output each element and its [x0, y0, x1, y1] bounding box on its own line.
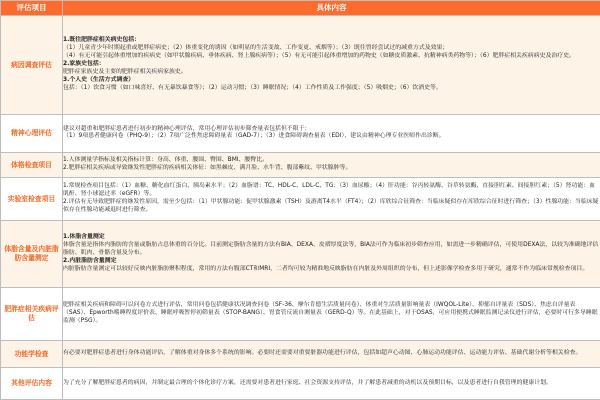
row-content: [63, 178, 600, 220]
row-content: [63, 220, 600, 288]
content-line: 1.人体测量学指标及相关指标计算：身高、体重、腰围、臀围、BMI、腰臀比。: [63, 157, 268, 164]
content-line: 体脂含量是指体内脂肪的含量或脂肪占总体重的百分比。目前测定脂肪含量的方法有BIA、DEXA、皮褶厚度法等，BIA法可作为临床初步筛查应用，如需进一步精确评估，可使用DEXA法，以较为准确地评估脂肪、肌肉、骨骼含量及分布。: [63, 241, 599, 256]
row-content: [63, 288, 600, 341]
content-subheading: 2.内脏脂肪含量测定: [63, 257, 117, 264]
content-line: 有必要对肥胖症患者进行身体功能评估，了解体重对身体多个系统的影响。必要时还需要对重要脏器功能进行评估，包括如超声心动图、心肺运动功能评估、运动能力评估、基础代谢分析等相关检查。: [63, 350, 582, 357]
row-category: 肥胖症相关疾病评估: [1, 288, 63, 341]
content-line: 包括：（1）饮食习惯（如口味喜好、有无暴饮暴食等）；（2）运动习惯；（3）睡眠情况；（4）工作性质及工作强度；（5）吸烟史；（6）饮酒史等。: [63, 84, 442, 91]
content-line: 建议对超重和肥胖症患者进行初步的精神心理评估，常用心理评估初步筛查量表包括但不限于：: [63, 125, 311, 132]
content-line: 2.肥胖症相关疾病或导致继发性肥胖症的疾病相关体征：如黑棘皮、满月脸、水牛背、腹部紫纹、甲状腺肿等。: [63, 165, 352, 172]
content-subheading: 2.家族史包括：: [63, 60, 105, 67]
table-row: [1, 114, 600, 152]
content-subheading: 1.体脂含量测定: [63, 234, 105, 241]
table-row: [1, 178, 600, 220]
content-line: 肥胖症家族史及主要的肥胖症相关疾病家族史。: [63, 68, 187, 75]
content-line: 1.常规检查项目包括：（1）血糖、糖化血红蛋白、胰岛素水平；（2）血脂谱：TC、HDL-C、LDL-C、TG；（3）血尿酸；（4）肝功能：谷丙转氨酶、谷草转氨酶、直接胆红素、间接胆红素；（5）肾功能：血肌酐、肾小球滤过率（eGFR）等。: [63, 183, 596, 198]
header-col-item: 评估项目: [1, 1, 63, 16]
table-row: [1, 288, 600, 341]
table-row: [1, 368, 600, 400]
content-line: 肥胖症相关疾病和障碍可以问卷方式进行评估，常用问卷包括健康状况调查问卷（SF-36、摩尔肯德生活质量问卷）、体重对生活质量影响量表（IWQOL-Lite）、抑郁自评量表（SDS）、焦虑自评量表（SAS）、Epworth嗜睡程度评价表、睡眠呼吸暂停初筛量表（STOP-BANG）、胃食管反流自测量表（GERD-Q）等。在此基础上，对于OSAS，可应用便携式睡眠监测记录仪进行评估，必要时可行多导睡眠监测（PSG）。: [63, 302, 598, 324]
content-line: （1）儿童青少年时期起重或肥胖症病史；（2）体重变化的诱因（如明显的生活变故、工作变更、戒烟等）；（3）既往曾经尝试过的减重方式及效果；: [63, 45, 449, 52]
row-category: 体格检查项目: [1, 152, 63, 177]
row-category: 功能学检查: [1, 340, 63, 367]
content-line: （1）9项患者健康问卷（PHQ-9）；（2）7项广泛性焦虑障碍量表（GAD-7）；（3）进食障碍调查量表（EDI），建议由精神心理专业医师作出诊断。: [63, 133, 445, 140]
row-category: 体脂含量及内脏脂肪含量测定: [1, 220, 63, 288]
row-category: 精神心理评估: [1, 114, 63, 152]
row-category: 病因调查评估: [1, 15, 63, 114]
table-row: [1, 15, 600, 114]
row-content: [63, 15, 600, 114]
content-subheading: 1.既往肥胖症相关病史包括：: [63, 37, 141, 44]
row-content: [63, 340, 600, 367]
content-line: 为了充分了解肥胖症患者的病因，并制定最合理的个体化诊疗方案，还需要对患者进行家庭、社会资源支持评估，并了解患者减重的动机以及预期目标，以及患者进行自我管理的健康计划。: [63, 379, 552, 386]
row-content: [63, 114, 600, 152]
content-line: 2.评估有无导致肥胖症的继发性原因，需至少包括：（1）甲状腺功能：促甲状腺激素（TSH）及游离T4水平（FT4）；（2）库欣综合征筛查：当临床疑似存在库欣综合征时进行筛查；（3）性腺功能：当临床疑似存在性腺功能减退时进行筛查。: [63, 198, 599, 213]
row-content: [63, 152, 600, 177]
header-col-content: 具体内容: [63, 1, 600, 16]
table-row: [1, 220, 600, 288]
table-header-row: [1, 1, 600, 16]
content-line: （4）有无可能引起体重增加的疾病史（如甲状腺疾病、垂体疾病、肾上腺疾病等）；（5）有无可能引起体重增加的药物史（如糖皮质激素、抗精神病类药物等）；（6）肥胖症相关疾病病史及治疗史。: [63, 53, 575, 60]
table-row: [1, 340, 600, 367]
table-row: [1, 152, 600, 177]
content-line: 内脏脂肪含量测定可以较好反映内脏脂肪聚积程度，常用的方法有腹部CT和MRI，二者均可较为精准地反映脂肪在内脏及外周组织的分布，但上述影像学检查多用于研究，通常不作为临床常规检查项目。: [63, 265, 589, 272]
row-category: 实验室检查项目: [1, 178, 63, 220]
content-subheading: 3.个人史（生活方式调查）: [63, 76, 135, 83]
row-content: [63, 368, 600, 400]
row-category: 其他评估内容: [1, 368, 63, 400]
